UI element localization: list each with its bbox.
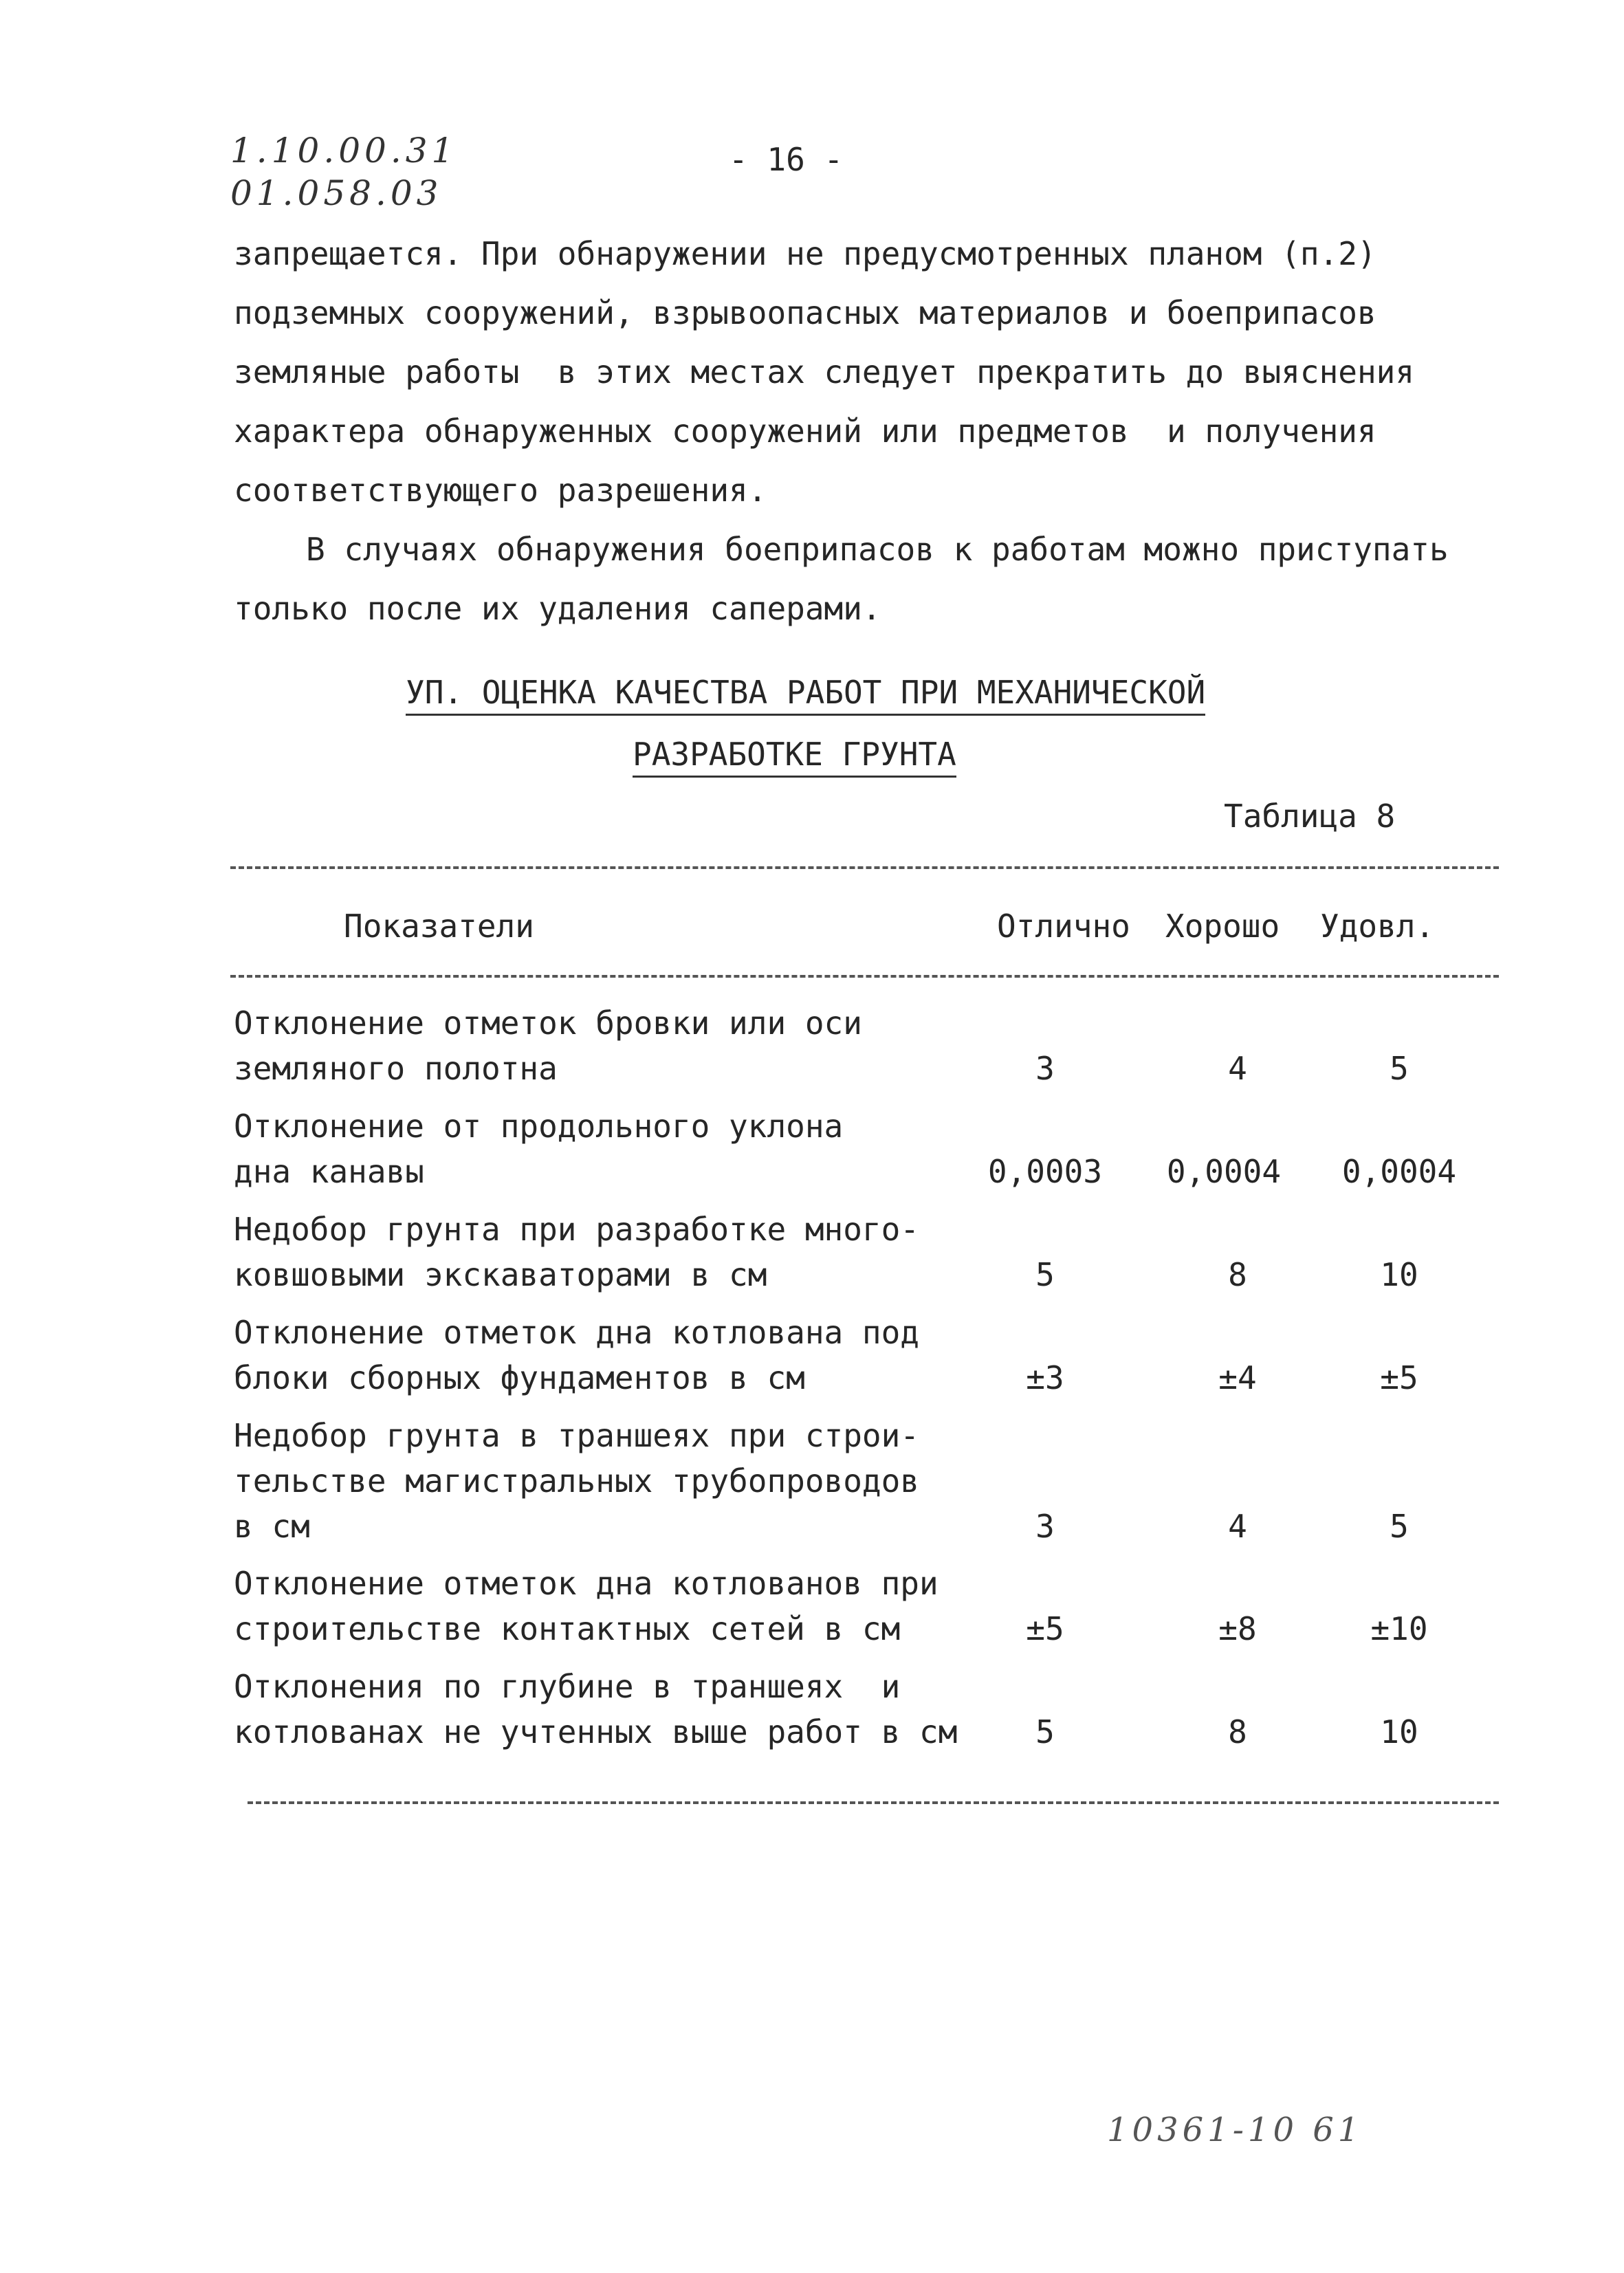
page-number: - 16 - <box>729 141 844 178</box>
row-7-label-line1: Отклонения по глубине в траншеях и <box>234 1668 901 1705</box>
row-5-label-line1: Недобор грунта в траншеях при строи- <box>234 1417 919 1454</box>
header-good: Хорошо <box>1165 908 1280 945</box>
body-line-3: земляные работы в этих местах следует прекратить до выяснения <box>234 353 1415 391</box>
row-3-satisfactory: 10 <box>1380 1256 1418 1293</box>
row-5-label-line3: в см <box>234 1508 310 1545</box>
body-line-2: подземных сооружений, взрывоопасных материалов и боеприпасов <box>234 294 1376 331</box>
document-code-line2: 01.058.03 <box>230 173 443 213</box>
table-header-rule <box>230 975 1499 978</box>
header-indicators: Показатели <box>344 908 534 945</box>
row-3-label-line1: Недобор грунта при разработке много- <box>234 1211 919 1248</box>
row-6-excellent: ±5 <box>1026 1610 1064 1647</box>
body-line-5: соответствующего разрешения. <box>234 472 767 509</box>
row-6-good: ±8 <box>1218 1610 1257 1647</box>
row-1-excellent: 3 <box>1035 1050 1055 1087</box>
row-3-excellent: 5 <box>1035 1256 1055 1293</box>
row-2-satisfactory: 0,0004 <box>1341 1153 1457 1190</box>
row-4-good: ±4 <box>1218 1359 1257 1396</box>
row-2-label-line2: дна канавы <box>234 1153 424 1190</box>
body-line-4: характера обнаруженных сооружений или предметов и получения <box>234 413 1376 450</box>
table-bottom-rule <box>248 1801 1499 1804</box>
row-1-label-line1: Отклонение отметок бровки или оси <box>234 1004 862 1042</box>
row-2-good: 0,0004 <box>1166 1153 1282 1190</box>
row-5-good: 4 <box>1228 1508 1247 1545</box>
header-excellent: Отлично <box>997 908 1130 945</box>
table-top-rule <box>230 866 1499 869</box>
body-line-6: В случаях обнаружения боеприпасов к работам можно приступать <box>306 531 1449 568</box>
section-title-line2: РАЗРАБОТКЕ ГРУНТА <box>633 736 956 778</box>
row-7-label-line2: котлованах не учтенных выше работ в см <box>234 1713 958 1750</box>
row-6-label-line2: строительстве контактных сетей в см <box>234 1610 901 1647</box>
row-3-label-line2: ковшовыми экскаваторами в см <box>234 1256 767 1293</box>
row-5-label-line2: тельстве магистральных трубопроводов <box>234 1462 919 1500</box>
row-1-label-line2: земляного полотна <box>234 1050 558 1087</box>
row-7-excellent: 5 <box>1035 1713 1055 1750</box>
body-line-7: только после их удаления саперами. <box>234 590 881 627</box>
row-6-satisfactory: ±10 <box>1370 1610 1428 1647</box>
document-code-line1: 1.10.00.31 <box>230 131 458 171</box>
row-4-label-line2: блоки сборных фундаментов в см <box>234 1359 805 1396</box>
footer-stamp: 10361-10 61 <box>1107 2111 1363 2149</box>
row-2-excellent: 0,0003 <box>987 1153 1103 1190</box>
row-5-satisfactory: 5 <box>1390 1508 1409 1545</box>
header-satisfactory: Удовл. <box>1320 908 1435 945</box>
row-2-label-line1: Отклонение от продольного уклона <box>234 1108 844 1145</box>
row-1-satisfactory: 5 <box>1390 1050 1409 1087</box>
row-4-satisfactory: ±5 <box>1380 1359 1418 1396</box>
row-6-label-line1: Отклонение отметок дна котлованов при <box>234 1565 939 1602</box>
body-line-1: запрещается. При обнаружении не предусмотренных планом (п.2) <box>234 235 1376 272</box>
row-7-good: 8 <box>1228 1713 1247 1750</box>
row-1-good: 4 <box>1228 1050 1247 1087</box>
row-3-good: 8 <box>1228 1256 1247 1293</box>
row-4-label-line1: Отклонение отметок дна котлована под <box>234 1314 919 1351</box>
section-title-line1: УП. ОЦЕНКА КАЧЕСТВА РАБОТ ПРИ МЕХАНИЧЕСКОЙ <box>406 674 1205 716</box>
row-7-satisfactory: 10 <box>1380 1713 1418 1750</box>
table-caption: Таблица 8 <box>1224 798 1396 835</box>
row-5-excellent: 3 <box>1035 1508 1055 1545</box>
row-4-excellent: ±3 <box>1026 1359 1064 1396</box>
